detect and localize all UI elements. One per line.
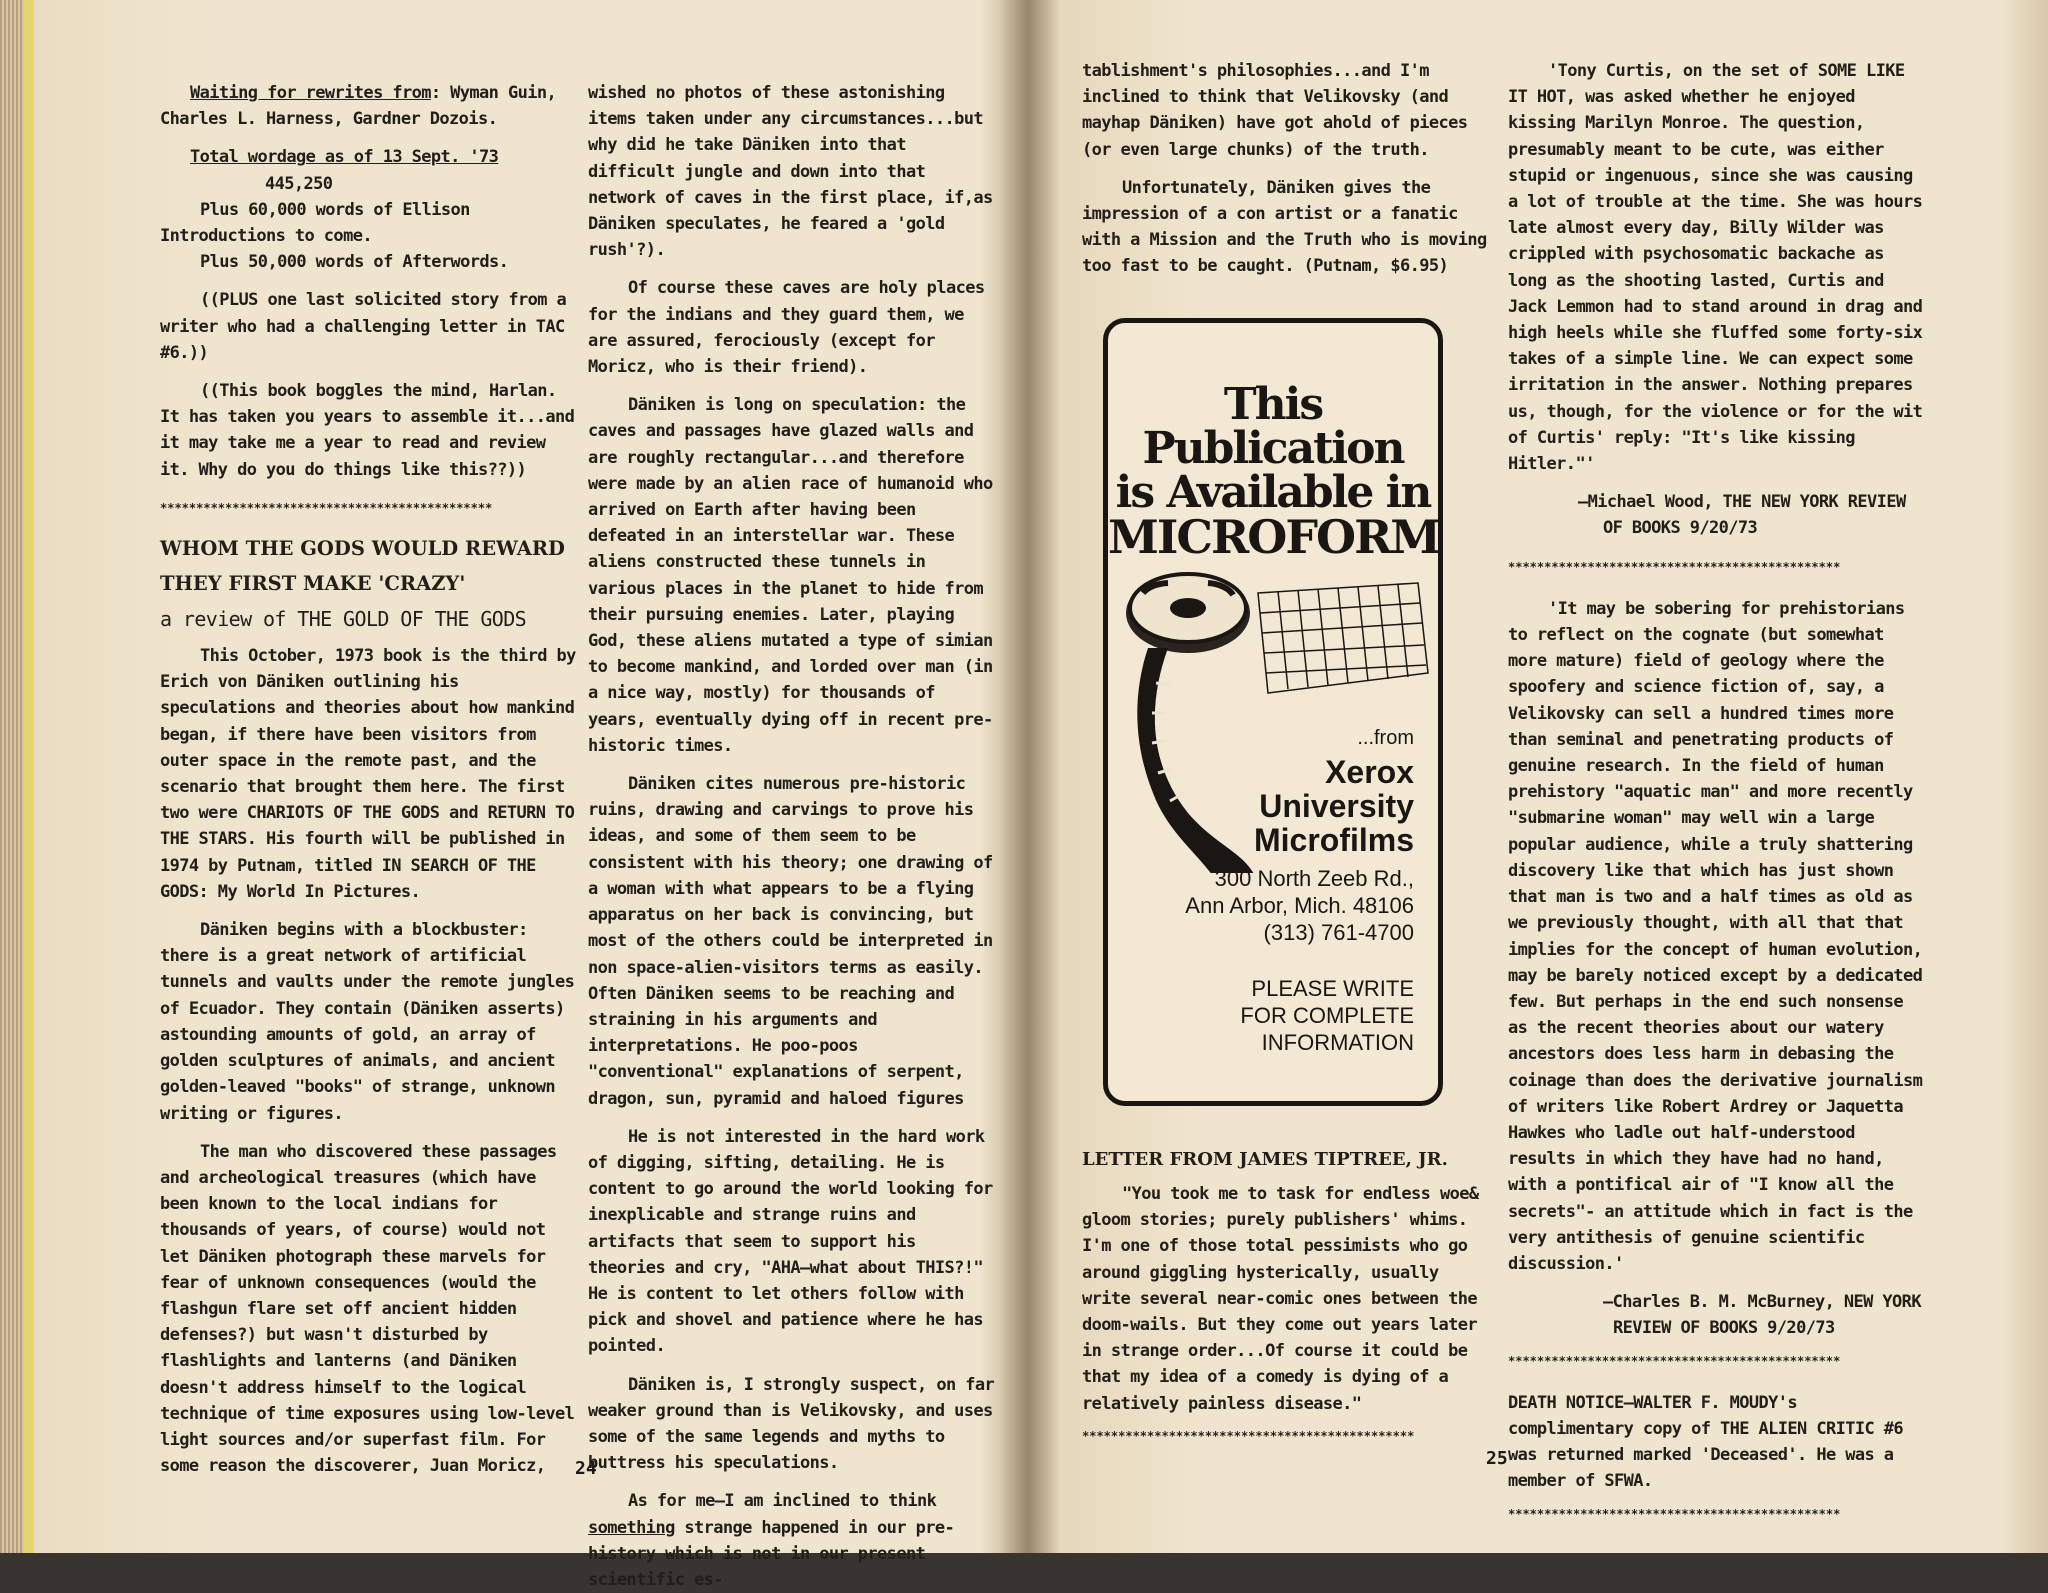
ad-title	[1108, 379, 1440, 564]
editor-comment: ((This book boggles the mind, Harlan. It has taken you years to assemble it...and it may take me a year to read and review it. Why do you do things like this??))	[160, 381, 575, 480]
tiptree-letter	[1082, 1148, 1494, 1465]
review-paragraph: He is not interested in the hard work of digging, sifting, detailing. He is content to go around the world looking for inexplicable and strange ruins and artifacts that seem to support his theories and cry, "AHA—what about THIS?!" He is content to let others follow with pick and shovel and patience where he has pointed.	[588, 1126, 993, 1357]
waiting-names-2: Charles L. Harness, Gardner Dozois.	[160, 109, 498, 130]
attribution-line: —Michael Wood, THE NEW YORK REVIEW	[1578, 492, 1906, 513]
wordage-label: Total wordage as of 13 Sept. '73	[190, 147, 499, 168]
attribution-line: REVIEW OF BOOKS 9/20/73	[1613, 1318, 1835, 1339]
ad-phone: (313) 761-4700	[1263, 920, 1414, 945]
page-edge-tint	[24, 0, 34, 1553]
book-spine-shadow	[1000, 0, 1060, 1553]
page-edges	[0, 0, 24, 1553]
death-notice: DEATH NOTICE—WALTER F. MOUDY's complimentary copy of THE ALIEN CRITIC #6 was returned marked 'Deceased'. He was a member of SFWA.	[1508, 1392, 1904, 1492]
separator-stars: **********************************************	[1082, 1428, 1415, 1443]
waiting-label: Waiting for rewrites from	[190, 83, 431, 103]
review-heading-2: THEY FIRST MAKE 'CRAZY'	[160, 572, 466, 596]
review-paragraph: Däniken is long on speculation: the caves and passages have glazed walls and are roughly rectangular...and therefore were made by an alien race of humanoid who arrived on Earth after having been defeated in an interstellar war. These aliens constructed these tunnels in various places in the planet to hide from their pursuing enemies. Later, playing God, these aliens mutated a type of simian to become mankind, and lorded over man (in a nice way, mostly) for thousands of years, eventually dying off in recent pre-historic times.	[588, 395, 993, 756]
waiting-line	[160, 80, 580, 106]
page-number-left: 24	[575, 1458, 597, 1479]
review-heading-1: WHOM THE GODS WOULD REWARD	[160, 537, 565, 561]
plus-solicited: ((PLUS one last solicited story from a writer who had a challenging letter in TAC #6.))	[160, 290, 567, 363]
separator-stars: **********************************************	[1508, 559, 1841, 574]
separator-stars: **********************************************	[1508, 1506, 1841, 1521]
review-paragraph: Däniken begins with a blockbuster: there is a great network of artificial tunnels and vaults under the remote jungles of Ecuador. They contain (Däniken asserts) astounding amounts of gold, an array of golden sculptures of animals, and ancient golden-leaved "books" of strange, unknown writing or figures.	[160, 920, 575, 1124]
separator-stars: **********************************************	[1508, 1353, 1841, 1368]
attribution-line: OF BOOKS 9/20/73	[1603, 518, 1758, 539]
microform-ad	[1103, 318, 1443, 1106]
ad-from: ...from	[1357, 727, 1414, 749]
ad-address	[1185, 865, 1414, 946]
review-paragraph: This October, 1973 book is the third by Erich von Däniken outlining his speculations and theories about how mankind began, if there have been visitors from outer space in the remote past, and the scenario that brought them here. The first two were CHARIOTS OF THE GODS and RETURN TO THE STARS. His fourth will be published in 1974 by Putnam, titled IN SEARCH OF THE GODS: My World In Pictures.	[160, 646, 576, 902]
waiting-names-1: : Wyman Guin,	[430, 83, 557, 103]
ad-cta-line: PLEASE WRITE	[1251, 976, 1414, 1001]
ad-company	[1254, 755, 1414, 857]
as-for-me-continued: strange happened in our pre-history which is not in our present scientific es-	[588, 1517, 955, 1590]
right-page-column-1	[1082, 58, 1492, 292]
curtis-quote: 'Tony Curtis, on the set of SOME LIKE IT HOT, was asked whether he enjoyed kissing Marilyn Monroe. The question, presumably meant to be cute, was either stupid or ingenuous, since she was causing a lot of trouble at the time. She was hours late almost every day, Billy Wilder was crippled with psychosomatic backache as long as the shooting lasted, Curtis and Jack Lemmon had to stand around in drag and high heels while she fluffed some forty-six takes of a simple line. We can expect some irritation in the answer. Nothing prepares us, though, for the violence or for the wit of Curtis' reply: "It's like kissing Hitler."'	[1508, 61, 1923, 475]
ad-address-line: Ann Arbor, Mich. 48106	[1185, 893, 1414, 918]
mcburney-quote: 'It may be sobering for prehistorians to reflect on the cognate (but somewhat more mature) field of geology where the spoofery and science fiction of, say, a Velikovsky can sell a hundred times more than seminal and penetrating products of genuine research. In the field of human prehistory "aquatic man" and more recently "submarine woman" may well win a large popular audience, while a truly shattering discovery like that which has just shown that man is two and a half times as old as we previously thought, with all that that implies for the concept of human evolution, may be barely noticed except by a dedicated few. But perhaps in the end such nonsense as the recent theories about our watery ancestors does less harm in debasing the coinage than does the derivative journalism of writers like Robert Ardrey or Jaquetta Hawkes who ladle out half-understood results in which they have had no hand, with a pontifical air of "I know all the secrets"- an attitude which in fact is the very antithesis of genuine scientific discussion.'	[1508, 598, 1923, 1274]
review-paragraph: Däniken cites numerous pre-historic ruins, drawing and carvings to prove his ideas, and some of them seem to be consistent with his theory; one drawing of a woman with what appears to be a flying apparatus on her back is convincing, but most of the others could be interpreted in non space-alien-visitors terms as easily. Often Däniken seems to be reaching and straining in his arguments and interpretations. He poo-poos "conventional" explanations of serpent, dragon, sun, pyramid and haloed figures	[588, 774, 993, 1109]
review-paragraph: Unfortunately, Däniken gives the impression of a con artist or a fanatic with a Mission and the Truth who is moving too fast to be caught. (Putnam, $6.95)	[1082, 177, 1487, 277]
ad-company-line: University	[1259, 788, 1414, 824]
ad-title-line: This	[1223, 379, 1323, 430]
plus-ellison: Plus 60,000 words of Ellison Introductions to come.	[160, 199, 470, 247]
review-paragraph: tablishment's philosophies...and I'm inclined to think that Velikovsky (and mayhap Däniken) have got ahold of pieces (or even large chunks) of the truth.	[1082, 61, 1468, 160]
left-page-column-1	[160, 80, 580, 1491]
page-number-right: 25	[1486, 1448, 1508, 1469]
wordage-value: 445,250	[265, 173, 333, 194]
review-paragraph: Of course these caves are holy places for the indians and they guard them, we are assured, ferociously (except for Moricz, who is their friend).	[588, 278, 985, 378]
review-paragraph	[588, 1488, 998, 1593]
right-page-column-2	[1508, 58, 1926, 1543]
ad-company-line: Microfilms	[1253, 822, 1414, 858]
left-page-column-2	[588, 80, 998, 1593]
wordage-line	[160, 144, 580, 170]
letter-heading: LETTER FROM JAMES TIPTREE, JR.	[1082, 1149, 1448, 1170]
ad-call-to-action	[1240, 975, 1414, 1056]
review-paragraph: Däniken is, I strongly suspect, on far weaker ground than is Velikovsky, and uses some of the same legends and myths to buttress his speculations.	[588, 1374, 995, 1474]
separator-stars: **********************************************	[160, 500, 493, 515]
as-for-me-text: As for me—I am inclined to think	[628, 1491, 937, 1512]
review-paragraph: The man who discovered these passages and archeological treasures (which have been known to the local indians for thousands of years, of course) would not let Däniken photograph these marvels for fear of unknown consequences (would the flashgun flare set off ancient hidden defenses?) but wasn't disturbed by flashlights and lanterns (and Däniken doesn't address himself to the logical technique of time exposures using low-level light sources and/or superfast film. For some reason the discoverer, Juan Moricz,	[160, 1141, 575, 1477]
ad-title-line: MICROFORM	[1108, 510, 1440, 564]
letter-body: "You took me to task for endless woe& gloom stories; purely publishers' whims. I'm one of those total pessimists who go around giggling hysterically, usually write several near-comic ones between the doom-wails. But they come out years later in strange order...Of course it could be that my idea of a comedy is dying of a relatively painless disease."	[1082, 1184, 1479, 1414]
ad-title-line: is Available in	[1115, 467, 1431, 518]
ad-company-line: Xerox	[1325, 754, 1414, 790]
review-subheading: a review of THE GOLD OF THE GODS	[160, 607, 527, 632]
ad-cta-line: FOR COMPLETE	[1240, 1003, 1414, 1028]
ad-cta-line: INFORMATION	[1261, 1030, 1414, 1055]
plus-afterwords: Plus 50,000 words of Afterwords.	[200, 252, 509, 273]
attribution-line: —Charles B. M. McBurney, NEW YORK	[1603, 1292, 1921, 1313]
review-paragraph: wished no photos of these astonishing items taken under any circumstances...but why did he take Däniken into that difficult jungle and down into that network of caves in the first place, if,as Däniken speculates, he feared a 'gold rush'?).	[588, 83, 993, 261]
ad-address-line: 300 North Zeeb Rd.,	[1214, 866, 1414, 891]
ad-title-line: Publication	[1142, 423, 1404, 474]
something-underlined: something	[588, 1517, 675, 1538]
